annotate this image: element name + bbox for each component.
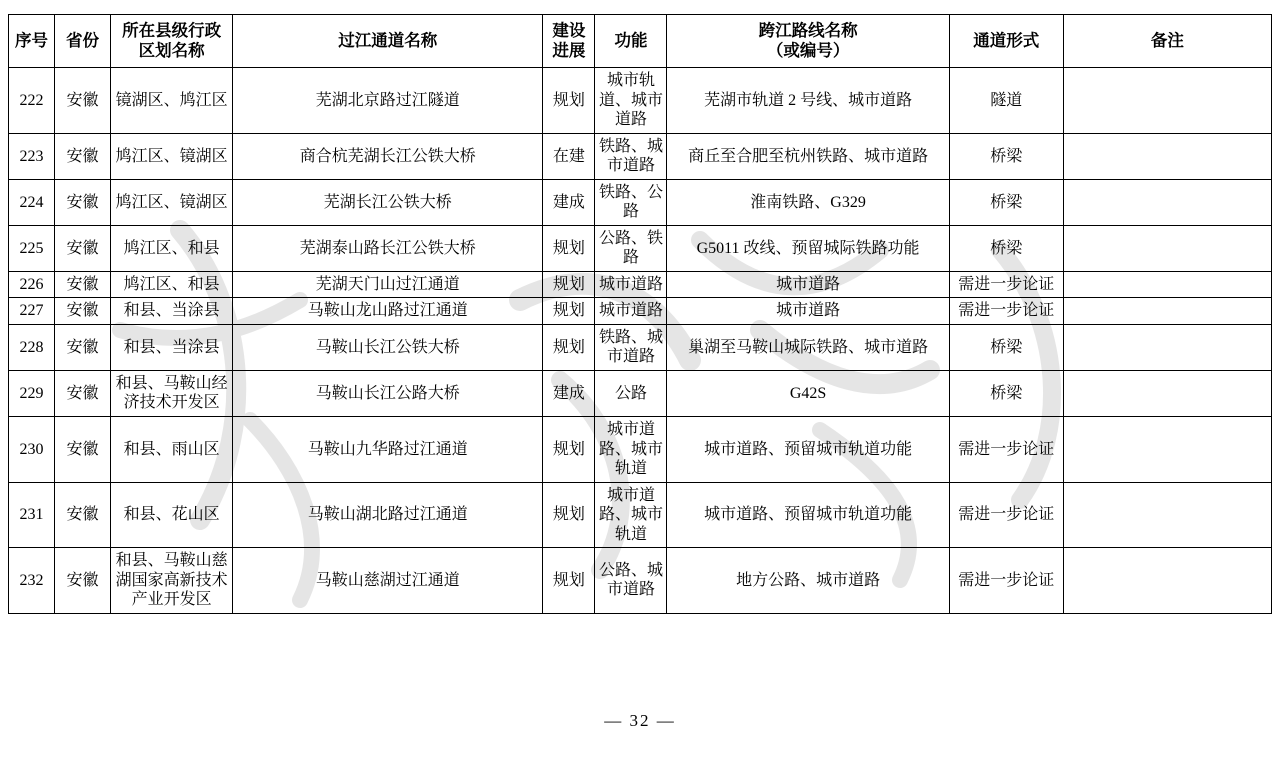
cell-province: 安徽 [55,133,111,179]
table-row [9,324,1272,370]
cell-district: 和县、雨山区 [111,416,233,482]
cell-district: 镜湖区、鸠江区 [111,68,233,134]
cell-form: 桥梁 [949,324,1063,370]
cell-province: 安徽 [55,298,111,325]
cell-form: 需进一步论证 [949,416,1063,482]
cell-function: 铁路、公路 [595,179,667,225]
cell-province: 安徽 [55,225,111,271]
cell-district: 和县、马鞍山经济技术开发区 [111,370,233,416]
cell-note [1063,68,1271,134]
cell-channel-name: 马鞍山长江公路大桥 [233,370,543,416]
cell-index: 229 [9,370,55,416]
cell-route: 巢湖至马鞍山城际铁路、城市道路 [667,324,949,370]
header-progress: 建设 进展 [543,15,595,68]
table-row [9,370,1272,416]
cell-index: 228 [9,324,55,370]
cell-note [1063,548,1271,614]
cell-district: 鸠江区、和县 [111,271,233,298]
cell-channel-name: 芜湖泰山路长江公铁大桥 [233,225,543,271]
cell-index: 232 [9,548,55,614]
table-body [9,68,1272,613]
table-row [9,133,1272,179]
cell-district: 鸠江区、和县 [111,225,233,271]
table-row [9,179,1272,225]
cell-province: 安徽 [55,370,111,416]
cell-province: 安徽 [55,416,111,482]
table-header [9,15,1272,68]
bridge-channel-table [8,14,1272,614]
header-form: 通道形式 [949,15,1063,68]
cell-district: 和县、当涂县 [111,324,233,370]
header-district: 所在县级行政 区划名称 [111,15,233,68]
cell-province: 安徽 [55,68,111,134]
cell-province: 安徽 [55,271,111,298]
cell-progress: 建成 [543,179,595,225]
cell-note [1063,179,1271,225]
cell-note [1063,271,1271,298]
cell-note [1063,298,1271,325]
table-row [9,482,1272,548]
cell-index: 222 [9,68,55,134]
cell-progress: 规划 [543,298,595,325]
cell-province: 安徽 [55,179,111,225]
cell-form: 桥梁 [949,179,1063,225]
cell-progress: 在建 [543,133,595,179]
cell-progress: 规划 [543,548,595,614]
cell-note [1063,225,1271,271]
cell-function: 公路 [595,370,667,416]
table-row [9,298,1272,325]
cell-channel-name: 芜湖天门山过江通道 [233,271,543,298]
cell-function: 城市道路、城市轨道 [595,482,667,548]
cell-channel-name: 芜湖长江公铁大桥 [233,179,543,225]
cell-route: G42S [667,370,949,416]
cell-function: 铁路、城市道路 [595,324,667,370]
cell-route: 芜湖市轨道 2 号线、城市道路 [667,68,949,134]
cell-route: 淮南铁路、G329 [667,179,949,225]
cell-form: 需进一步论证 [949,548,1063,614]
cell-index: 227 [9,298,55,325]
table-row [9,548,1272,614]
cell-route: 城市道路、预留城市轨道功能 [667,416,949,482]
header-function: 功能 [595,15,667,68]
cell-index: 226 [9,271,55,298]
cell-district: 和县、花山区 [111,482,233,548]
cell-function: 公路、城市道路 [595,548,667,614]
cell-province: 安徽 [55,482,111,548]
cell-progress: 规划 [543,324,595,370]
cell-route: G5011 改线、预留城际铁路功能 [667,225,949,271]
cell-district: 鸠江区、镜湖区 [111,179,233,225]
table-row [9,68,1272,134]
cell-province: 安徽 [55,324,111,370]
cell-function: 城市道路 [595,298,667,325]
cell-channel-name: 马鞍山九华路过江通道 [233,416,543,482]
cell-note [1063,416,1271,482]
cell-note [1063,482,1271,548]
page-number: — 32 — [604,711,676,730]
cell-form: 隧道 [949,68,1063,134]
header-note: 备注 [1063,15,1271,68]
cell-province: 安徽 [55,548,111,614]
table-row [9,416,1272,482]
cell-function: 城市道路 [595,271,667,298]
cell-route: 城市道路、预留城市轨道功能 [667,482,949,548]
cell-note [1063,133,1271,179]
cell-channel-name: 芜湖北京路过江隧道 [233,68,543,134]
cell-district: 和县、当涂县 [111,298,233,325]
cell-channel-name: 马鞍山龙山路过江通道 [233,298,543,325]
cell-progress: 规划 [543,225,595,271]
table-row [9,271,1272,298]
cell-progress: 规划 [543,482,595,548]
cell-function: 公路、铁路 [595,225,667,271]
cell-form: 需进一步论证 [949,482,1063,548]
table-header-row [9,15,1272,68]
header-index: 序号 [9,15,55,68]
cell-note [1063,370,1271,416]
header-route: 跨江路线名称 （或编号） [667,15,949,68]
cell-form: 桥梁 [949,133,1063,179]
cell-note [1063,324,1271,370]
cell-progress: 建成 [543,370,595,416]
cell-index: 225 [9,225,55,271]
cell-route: 地方公路、城市道路 [667,548,949,614]
cell-form: 桥梁 [949,225,1063,271]
table-row [9,225,1272,271]
cell-index: 223 [9,133,55,179]
cell-index: 230 [9,416,55,482]
cell-index: 231 [9,482,55,548]
cell-progress: 规划 [543,271,595,298]
cell-progress: 规划 [543,68,595,134]
cell-form: 需进一步论证 [949,298,1063,325]
cell-district: 和县、马鞍山慈湖国家高新技术产业开发区 [111,548,233,614]
cell-function: 铁路、城市道路 [595,133,667,179]
cell-district: 鸠江区、镜湖区 [111,133,233,179]
cell-route: 商丘至合肥至杭州铁路、城市道路 [667,133,949,179]
cell-channel-name: 商合杭芜湖长江公铁大桥 [233,133,543,179]
cell-channel-name: 马鞍山慈湖过江通道 [233,548,543,614]
cell-channel-name: 马鞍山湖北路过江通道 [233,482,543,548]
cell-function: 城市道路、城市轨道 [595,416,667,482]
cell-channel-name: 马鞍山长江公铁大桥 [233,324,543,370]
cell-function: 城市轨道、城市道路 [595,68,667,134]
cell-form: 桥梁 [949,370,1063,416]
header-province: 省份 [55,15,111,68]
cell-route: 城市道路 [667,271,949,298]
header-channel-name: 过江通道名称 [233,15,543,68]
cell-index: 224 [9,179,55,225]
cell-form: 需进一步论证 [949,271,1063,298]
cell-route: 城市道路 [667,298,949,325]
cell-progress: 规划 [543,416,595,482]
